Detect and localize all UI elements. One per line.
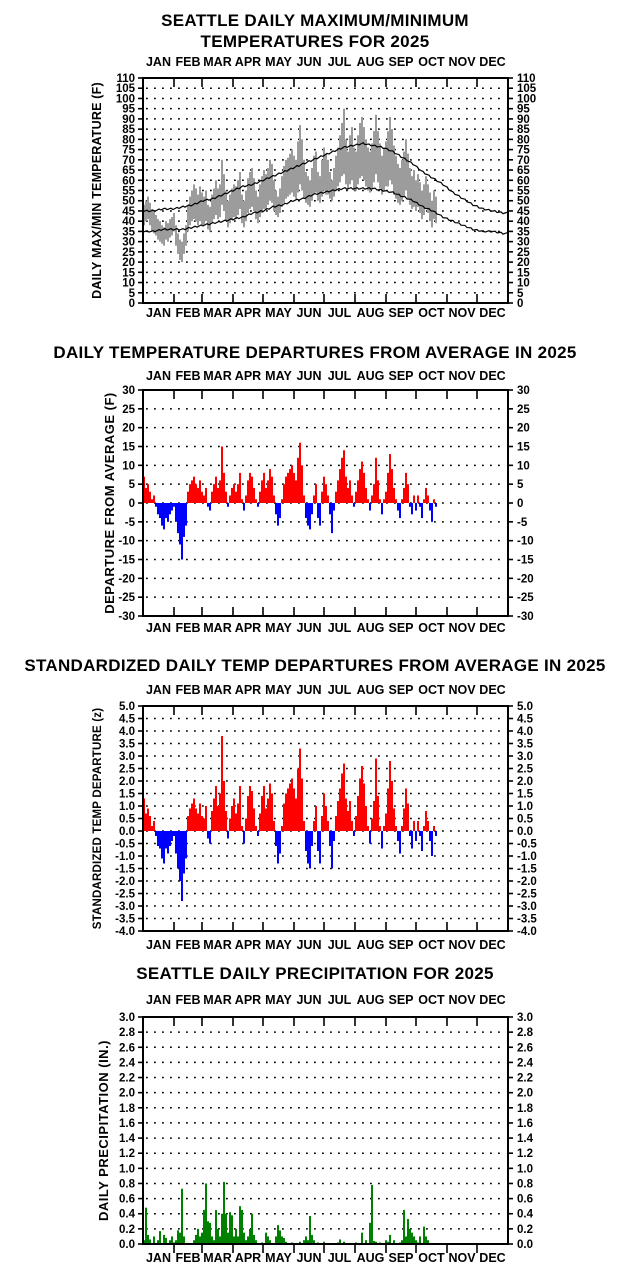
svg-text:10: 10 (517, 460, 530, 473)
svg-text:JUL: JUL (327, 1251, 352, 1265)
standardized-departure-bars (143, 736, 437, 901)
svg-text:NOV: NOV (448, 938, 476, 952)
svg-text:15: 15 (517, 267, 530, 280)
svg-text:DEC: DEC (479, 938, 506, 952)
svg-text:1.5: 1.5 (119, 788, 135, 801)
svg-text:-20: -20 (517, 573, 534, 586)
svg-text:1.2: 1.2 (119, 1148, 135, 1161)
svg-text:MAR: MAR (203, 993, 232, 1007)
svg-text:-25: -25 (118, 592, 135, 605)
svg-text:3.5: 3.5 (517, 738, 533, 751)
svg-text:15: 15 (517, 441, 530, 454)
svg-text:50: 50 (517, 195, 530, 208)
svg-text:-3.5: -3.5 (517, 913, 537, 926)
svg-text:DEC: DEC (479, 55, 506, 69)
month-labels (146, 993, 506, 1265)
svg-text:75: 75 (517, 144, 530, 157)
svg-text:-3.0: -3.0 (115, 901, 135, 913)
svg-text:55: 55 (122, 185, 135, 198)
svg-text:JUN: JUN (296, 993, 322, 1007)
svg-text:90: 90 (122, 113, 135, 126)
svg-text:0.8: 0.8 (517, 1178, 533, 1191)
chart3-plot (115, 683, 537, 952)
svg-text:85: 85 (517, 124, 530, 137)
svg-text:MAY: MAY (265, 55, 292, 69)
svg-text:NOV: NOV (448, 621, 476, 635)
svg-text:-0.5: -0.5 (115, 838, 135, 851)
svg-text:25: 25 (122, 246, 135, 259)
svg-text:MAR: MAR (203, 55, 232, 69)
svg-text:NOV: NOV (448, 55, 476, 69)
svg-text:SEP: SEP (388, 1251, 414, 1265)
svg-text:75: 75 (122, 144, 135, 157)
svg-text:0.2: 0.2 (517, 1223, 533, 1236)
svg-text:20: 20 (122, 422, 135, 435)
svg-text:-1.0: -1.0 (115, 851, 135, 863)
svg-text:-2.0: -2.0 (115, 876, 135, 888)
svg-text:NOV: NOV (448, 683, 476, 697)
svg-text:MAY: MAY (265, 938, 292, 952)
svg-text:MAR: MAR (203, 306, 232, 320)
svg-text:5: 5 (128, 287, 135, 300)
svg-text:-10: -10 (118, 535, 135, 548)
svg-text:MAY: MAY (265, 993, 292, 1007)
svg-text:2.0: 2.0 (517, 776, 533, 788)
svg-text:NOV: NOV (448, 306, 476, 320)
svg-text:NOV: NOV (448, 1251, 476, 1265)
svg-text:105: 105 (115, 83, 135, 96)
svg-text:JUL: JUL (327, 938, 352, 952)
svg-text:15: 15 (122, 267, 135, 280)
svg-text:FEB: FEB (175, 1251, 201, 1265)
svg-text:95: 95 (517, 103, 530, 116)
daily-max-min-range (143, 109, 507, 262)
svg-text:-4.0: -4.0 (517, 926, 537, 938)
svg-text:-5: -5 (124, 516, 135, 529)
svg-text:SEP: SEP (388, 993, 414, 1007)
svg-text:JUN: JUN (296, 306, 322, 320)
svg-text:105: 105 (517, 83, 537, 96)
chart3-y-axis-label: STANDARDIZED TEMP DEPARTURE (z) (92, 707, 104, 930)
svg-text:JAN: JAN (145, 306, 172, 320)
svg-text:60: 60 (122, 175, 135, 188)
svg-text:0.0: 0.0 (517, 826, 533, 838)
svg-text:SEP: SEP (388, 306, 414, 320)
svg-text:JAN: JAN (145, 369, 172, 383)
svg-text:-15: -15 (517, 554, 534, 567)
svg-text:30: 30 (122, 385, 135, 397)
svg-text:95: 95 (122, 103, 135, 116)
svg-text:AUG: AUG (356, 683, 385, 697)
svg-text:0.0: 0.0 (517, 1239, 533, 1251)
svg-text:2.0: 2.0 (119, 776, 135, 788)
svg-text:-0.5: -0.5 (517, 838, 537, 851)
svg-text:100: 100 (115, 93, 135, 106)
chart4-y-axis-label: DAILY PRECIPITATION (IN.) (96, 1039, 111, 1222)
svg-text:SEP: SEP (388, 55, 414, 69)
plot-border (143, 1017, 508, 1244)
svg-text:50: 50 (122, 195, 135, 208)
svg-text:25: 25 (122, 403, 135, 416)
svg-text:JUN: JUN (296, 938, 322, 952)
svg-text:0.4: 0.4 (119, 1208, 135, 1221)
svg-text:FEB: FEB (175, 621, 201, 635)
svg-text:APR: APR (234, 993, 262, 1007)
svg-text:0.8: 0.8 (119, 1178, 135, 1191)
chart1-title-line2: TEMPERATURES FOR 2025 (200, 32, 430, 51)
gridlines (146, 1032, 506, 1229)
svg-text:MAY: MAY (265, 683, 292, 697)
svg-text:2.0: 2.0 (119, 1087, 135, 1100)
svg-text:2.2: 2.2 (517, 1072, 533, 1085)
svg-text:JAN: JAN (145, 938, 172, 952)
svg-text:AUG: AUG (356, 306, 385, 320)
svg-text:AUG: AUG (356, 369, 385, 383)
svg-text:35: 35 (122, 226, 135, 239)
svg-text:SEP: SEP (388, 683, 414, 697)
svg-text:40: 40 (122, 216, 135, 229)
svg-text:APR: APR (234, 55, 262, 69)
svg-text:NOV: NOV (448, 993, 476, 1007)
svg-text:OCT: OCT (418, 683, 445, 697)
svg-text:JAN: JAN (145, 1251, 172, 1265)
svg-text:5: 5 (517, 287, 524, 300)
svg-text:2.6: 2.6 (517, 1042, 533, 1055)
svg-text:JUL: JUL (327, 683, 352, 697)
svg-text:4.0: 4.0 (119, 726, 135, 738)
svg-text:0.0: 0.0 (119, 826, 135, 838)
svg-text:1.0: 1.0 (517, 1163, 533, 1176)
svg-text:JAN: JAN (145, 621, 172, 635)
svg-text:OCT: OCT (418, 938, 445, 952)
svg-text:-20: -20 (118, 573, 135, 586)
chart4-title: SEATTLE DAILY PRECIPITATION FOR 2025 (136, 964, 494, 983)
svg-text:5.0: 5.0 (517, 701, 533, 713)
svg-text:OCT: OCT (418, 306, 445, 320)
svg-text:AUG: AUG (356, 55, 385, 69)
svg-text:DEC: DEC (479, 1251, 506, 1265)
svg-text:30: 30 (517, 385, 530, 397)
svg-text:-30: -30 (118, 611, 135, 623)
chart3-title: STANDARDIZED DAILY TEMP DEPARTURES FROM AVERAGE IN 2025 (24, 656, 606, 675)
svg-text:90: 90 (517, 113, 530, 126)
svg-text:SEP: SEP (388, 938, 414, 952)
svg-text:MAR: MAR (203, 621, 232, 635)
chart2-plot (118, 369, 534, 635)
svg-text:DEC: DEC (479, 306, 506, 320)
svg-text:MAR: MAR (203, 938, 232, 952)
svg-text:-1.5: -1.5 (115, 863, 135, 876)
svg-text:MAR: MAR (203, 683, 232, 697)
svg-text:70: 70 (122, 154, 135, 167)
svg-text:JUN: JUN (296, 621, 322, 635)
svg-text:1.6: 1.6 (517, 1117, 533, 1130)
svg-text:OCT: OCT (418, 621, 445, 635)
svg-text:3.0: 3.0 (517, 751, 533, 763)
month-ticks (174, 1017, 477, 1253)
svg-text:DEC: DEC (479, 683, 506, 697)
svg-text:JUL: JUL (327, 369, 352, 383)
svg-text:SEP: SEP (388, 621, 414, 635)
svg-text:0: 0 (128, 498, 135, 510)
svg-text:80: 80 (517, 134, 530, 147)
svg-text:45: 45 (122, 205, 135, 218)
svg-text:SEP: SEP (388, 369, 414, 383)
svg-text:AUG: AUG (356, 621, 385, 635)
svg-text:4.5: 4.5 (119, 713, 135, 726)
svg-text:70: 70 (517, 154, 530, 167)
svg-text:1.0: 1.0 (119, 1163, 135, 1176)
svg-text:110: 110 (517, 73, 536, 85)
svg-text:OCT: OCT (418, 369, 445, 383)
svg-text:FEB: FEB (175, 683, 201, 697)
svg-text:0: 0 (517, 298, 524, 310)
svg-text:30: 30 (517, 236, 530, 249)
svg-text:FEB: FEB (175, 306, 201, 320)
svg-text:-25: -25 (517, 592, 534, 605)
svg-text:APR: APR (234, 1251, 262, 1265)
chart1-plot (116, 55, 537, 320)
svg-text:5.0: 5.0 (119, 701, 135, 713)
svg-text:55: 55 (517, 185, 530, 198)
svg-text:1.8: 1.8 (119, 1102, 135, 1115)
svg-text:-2.0: -2.0 (517, 876, 537, 888)
svg-text:APR: APR (234, 621, 262, 635)
svg-text:3.0: 3.0 (517, 1012, 533, 1024)
svg-text:0.5: 0.5 (119, 813, 135, 826)
svg-text:0.4: 0.4 (517, 1208, 533, 1221)
svg-text:1.8: 1.8 (517, 1102, 533, 1115)
svg-text:80: 80 (122, 134, 135, 147)
chart2-title: DAILY TEMPERATURE DEPARTURES FROM AVERAGE IN 2025 (53, 343, 577, 362)
svg-text:35: 35 (517, 226, 530, 239)
svg-text:3.0: 3.0 (119, 1012, 135, 1024)
svg-text:APR: APR (234, 369, 262, 383)
svg-text:FEB: FEB (175, 55, 201, 69)
chart1-y-axis-label: DAILY MAX/MIN TEMPERATURE (F) (90, 82, 104, 299)
svg-text:JUN: JUN (296, 369, 322, 383)
chart2-y-axis-label: DEPARTURE FROM AVERAGE (F) (102, 392, 117, 614)
svg-text:1.4: 1.4 (119, 1133, 135, 1146)
svg-text:65: 65 (122, 165, 135, 178)
svg-text:0.0: 0.0 (119, 1239, 135, 1251)
svg-text:MAY: MAY (265, 306, 292, 320)
svg-text:JUL: JUL (327, 621, 352, 635)
svg-text:3.0: 3.0 (119, 751, 135, 763)
svg-text:1.0: 1.0 (517, 801, 533, 813)
svg-text:4.0: 4.0 (517, 726, 533, 738)
svg-text:-1.5: -1.5 (517, 863, 537, 876)
svg-text:10: 10 (122, 277, 135, 290)
svg-text:1.2: 1.2 (517, 1148, 533, 1161)
svg-text:110: 110 (116, 73, 135, 85)
svg-text:5: 5 (517, 479, 524, 492)
svg-text:85: 85 (122, 124, 135, 137)
svg-text:OCT: OCT (418, 55, 445, 69)
svg-text:2.5: 2.5 (119, 763, 135, 776)
svg-text:-1.0: -1.0 (517, 851, 537, 863)
svg-text:MAR: MAR (203, 1251, 232, 1265)
svg-text:JUL: JUL (327, 306, 352, 320)
svg-text:DEC: DEC (479, 369, 506, 383)
svg-text:4.5: 4.5 (517, 713, 533, 726)
svg-text:45: 45 (517, 205, 530, 218)
svg-text:-3.5: -3.5 (115, 913, 135, 926)
svg-text:MAY: MAY (265, 369, 292, 383)
svg-text:2.4: 2.4 (517, 1057, 533, 1070)
svg-text:20: 20 (517, 257, 530, 270)
svg-text:10: 10 (122, 460, 135, 473)
svg-text:10: 10 (517, 277, 530, 290)
departure-bars (143, 443, 437, 560)
svg-text:0: 0 (517, 498, 524, 510)
svg-text:0.5: 0.5 (517, 813, 533, 826)
svg-text:2.0: 2.0 (517, 1087, 533, 1100)
svg-text:JUL: JUL (327, 55, 352, 69)
svg-text:FEB: FEB (175, 993, 201, 1007)
svg-text:-5: -5 (517, 516, 528, 529)
svg-text:-2.5: -2.5 (115, 888, 135, 901)
svg-text:0.6: 0.6 (119, 1193, 135, 1206)
svg-text:JUN: JUN (296, 1251, 322, 1265)
svg-text:25: 25 (517, 246, 530, 259)
svg-text:OCT: OCT (418, 993, 445, 1007)
svg-text:0.2: 0.2 (119, 1223, 135, 1236)
svg-text:65: 65 (517, 165, 530, 178)
svg-text:30: 30 (122, 236, 135, 249)
svg-text:25: 25 (517, 403, 530, 416)
svg-text:1.6: 1.6 (119, 1117, 135, 1130)
svg-text:MAY: MAY (265, 621, 292, 635)
svg-text:MAY: MAY (265, 1251, 292, 1265)
svg-text:3.5: 3.5 (119, 738, 135, 751)
svg-text:100: 100 (517, 93, 537, 106)
chart4-plot (119, 993, 534, 1265)
svg-text:AUG: AUG (356, 993, 385, 1007)
svg-text:MAR: MAR (203, 369, 232, 383)
svg-text:JAN: JAN (145, 55, 172, 69)
svg-text:JAN: JAN (145, 993, 172, 1007)
svg-text:-15: -15 (118, 554, 135, 567)
chart1-title-line1: SEATTLE DAILY MAXIMUM/MINIMUM (161, 11, 469, 30)
svg-text:5: 5 (128, 479, 135, 492)
svg-text:JUL: JUL (327, 993, 352, 1007)
svg-text:20: 20 (122, 257, 135, 270)
svg-text:OCT: OCT (418, 1251, 445, 1265)
svg-text:0: 0 (128, 298, 135, 310)
svg-text:-3.0: -3.0 (517, 901, 537, 913)
precipitation-bars (143, 1182, 429, 1244)
svg-text:0.6: 0.6 (517, 1193, 533, 1206)
svg-text:2.8: 2.8 (517, 1027, 533, 1040)
svg-text:-10: -10 (517, 535, 534, 548)
svg-text:APR: APR (234, 683, 262, 697)
svg-text:JUN: JUN (296, 55, 322, 69)
svg-text:AUG: AUG (356, 1251, 385, 1265)
svg-text:2.5: 2.5 (517, 763, 533, 776)
svg-text:JUN: JUN (296, 683, 322, 697)
svg-text:JAN: JAN (145, 683, 172, 697)
svg-text:-2.5: -2.5 (517, 888, 537, 901)
svg-text:APR: APR (234, 306, 262, 320)
svg-text:60: 60 (517, 175, 530, 188)
svg-text:2.4: 2.4 (119, 1057, 135, 1070)
svg-text:1.0: 1.0 (119, 801, 135, 813)
svg-text:DEC: DEC (479, 993, 506, 1007)
svg-text:-30: -30 (517, 611, 534, 623)
svg-text:DEC: DEC (479, 621, 506, 635)
svg-text:1.4: 1.4 (517, 1133, 533, 1146)
svg-text:2.6: 2.6 (119, 1042, 135, 1055)
svg-text:1.5: 1.5 (517, 788, 533, 801)
svg-text:FEB: FEB (175, 369, 201, 383)
svg-text:2.2: 2.2 (119, 1072, 135, 1085)
svg-text:NOV: NOV (448, 369, 476, 383)
svg-text:2.8: 2.8 (119, 1027, 135, 1040)
svg-text:40: 40 (517, 216, 530, 229)
svg-text:20: 20 (517, 422, 530, 435)
svg-text:-4.0: -4.0 (115, 926, 135, 938)
svg-text:FEB: FEB (175, 938, 201, 952)
svg-text:APR: APR (234, 938, 262, 952)
svg-text:AUG: AUG (356, 938, 385, 952)
svg-text:15: 15 (122, 441, 135, 454)
